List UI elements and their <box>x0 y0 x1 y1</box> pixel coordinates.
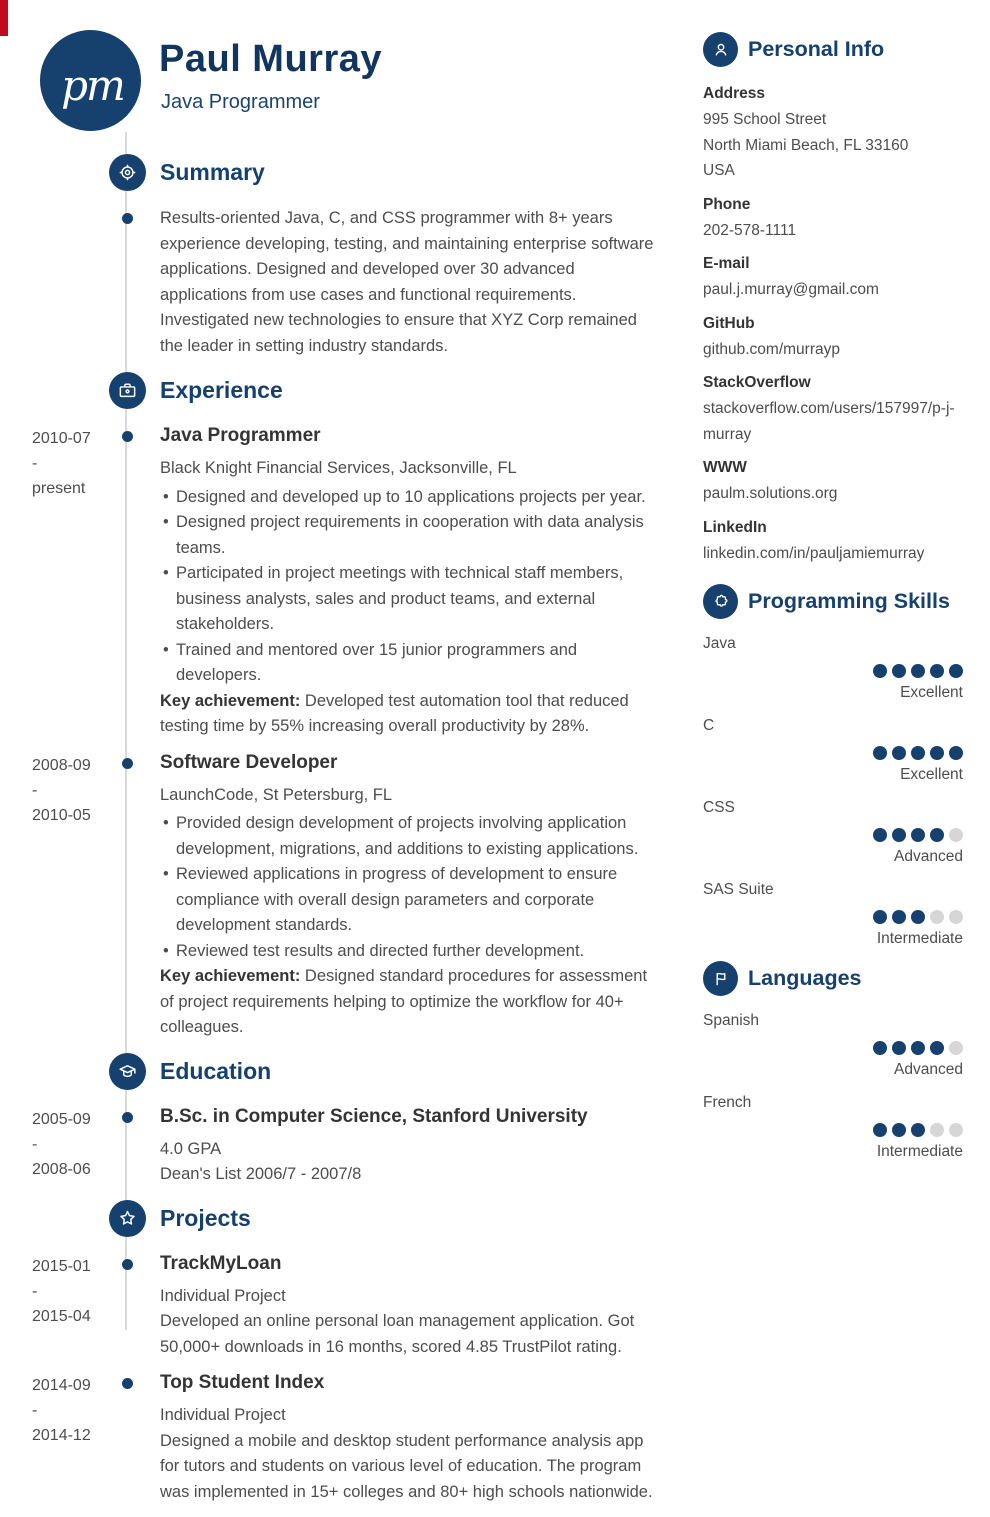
skill-level: Excellent <box>900 766 963 783</box>
skill-rating <box>703 746 963 760</box>
timeline-dot <box>122 1378 133 1389</box>
timeline-dot <box>122 1112 133 1123</box>
bullet-item: • Provided design development of projects involving application development, migrations, and additions to existing applications. <box>160 811 662 862</box>
rating-dot <box>930 1041 944 1055</box>
avatar <box>40 30 141 131</box>
graduation-cap-icon <box>109 1053 146 1090</box>
timeline-dot <box>122 1259 133 1270</box>
rating-dot <box>892 1123 906 1137</box>
programming-skills-list <box>703 633 963 949</box>
skill-level: Excellent <box>900 684 963 701</box>
summary-body <box>32 206 662 360</box>
section-title: Experience <box>160 377 283 403</box>
experience-entry <box>32 751 662 1041</box>
sidebar <box>703 32 963 1174</box>
avatar-initials: pm <box>61 61 124 110</box>
entry-title: Java Programmer <box>160 425 321 446</box>
summary-text: Results-oriented Java, C, and CSS programmer with 8+ years experience developing, testing, and maintaining enterprise software applications. Designed and developed over 30 advanced applications from use cases and functional requirements. Investigated new technologies to ensure that XYZ Corp remained the leader in setting industry standards. <box>160 209 654 355</box>
bullet-item: • Designed and developed up to 10 applications projects per year. <box>160 485 662 511</box>
project-entry <box>32 1371 662 1505</box>
person-icon <box>703 32 738 67</box>
rating-dot <box>873 746 887 760</box>
job-title: Java Programmer <box>161 91 320 113</box>
rating-dot <box>892 664 906 678</box>
skill-item: CSS Advanced <box>703 799 963 865</box>
info-field-linkedin: LinkedIn linkedin.com/in/pauljamiemurray <box>703 518 925 562</box>
entry-title: B.Sc. in Computer Science, Stanford University <box>160 1105 588 1127</box>
bullet-item: • Designed project requirements in cooperation with data analysis teams. <box>160 510 662 561</box>
rating-dot <box>873 664 887 678</box>
project-description: Designed a mobile and desktop student performance analysis app for tutors and students on various level of education. The program was implemented in 15+ colleges and 80+ high schools nationwide. <box>160 1431 653 1501</box>
rating-dot <box>892 910 906 924</box>
entry-title: Top Student Index <box>160 1372 325 1393</box>
skill-item: SAS Suite Intermediate <box>703 881 963 947</box>
languages-list <box>703 1010 963 1162</box>
entry-dates: 2005-09 - 2008-06 <box>32 1110 91 1178</box>
section-title: Projects <box>160 1204 251 1231</box>
rating-dot <box>930 1123 944 1137</box>
rating-dot <box>892 746 906 760</box>
section-title: Education <box>160 1057 272 1084</box>
rating-dot <box>911 910 925 924</box>
entry-company: Black Knight Financial Services, Jacksonville, FL <box>160 459 517 477</box>
entry-bullets <box>160 811 662 964</box>
target-icon <box>109 154 146 191</box>
summary-section <box>32 154 662 360</box>
info-field-github: GitHub github.com/murrayp <box>703 314 840 358</box>
sidebar-section-title: Personal Info <box>748 37 885 61</box>
rating-dot <box>930 828 944 842</box>
rating-dot <box>911 828 925 842</box>
projects-section <box>32 1200 662 1506</box>
timeline-dot <box>122 213 133 224</box>
project-entry <box>32 1252 662 1361</box>
experience-header <box>32 372 662 409</box>
skill-item: C Excellent <box>703 717 963 783</box>
skill-rating <box>703 664 963 678</box>
key-achievement: Key achievement: Developed test automation tool that reduced testing time by 55% increasing overall productivity by 28%. <box>160 691 629 735</box>
info-field-stackoverflow: StackOverflow stackoverflow.com/users/157997/p-j-murray <box>703 374 955 443</box>
language-level: Advanced <box>894 1061 963 1078</box>
star-icon <box>109 1200 146 1237</box>
entry-bullets <box>160 485 662 689</box>
skill-rating <box>703 828 963 842</box>
rating-dot <box>949 910 963 924</box>
entry-title: Software Developer <box>160 751 338 773</box>
personal-info-header <box>703 32 963 67</box>
education-header <box>32 1053 662 1090</box>
rating-dot <box>873 828 887 842</box>
entry-dates: 2014-09 - 2014-12 <box>32 1377 91 1444</box>
skill-rating <box>703 910 963 924</box>
rating-dot <box>949 664 963 678</box>
rating-dot <box>949 828 963 842</box>
entry-title: TrackMyLoan <box>160 1252 282 1274</box>
bullet-item: • Reviewed applications in progress of development to ensure compliance with overall design parameters and corporate development standards. <box>160 862 662 939</box>
main-column <box>32 154 662 1517</box>
timeline-dot <box>122 758 133 769</box>
skill-item: Java Excellent <box>703 635 963 701</box>
section-title: Summary <box>160 159 265 185</box>
project-subtitle: Individual Project <box>160 1406 286 1424</box>
rating-dot <box>930 746 944 760</box>
skill-level: Intermediate <box>876 930 963 947</box>
rating-dot <box>873 910 887 924</box>
education-section <box>32 1053 662 1188</box>
languages-header <box>703 961 963 996</box>
sidebar-section-title: Languages <box>748 966 862 990</box>
info-field-phone: Phone 202-578-1111 <box>703 195 797 239</box>
summary-header <box>32 154 662 191</box>
name-heading: Paul Murray <box>159 38 383 80</box>
entry-dates: 2015-01 - 2015-04 <box>32 1257 91 1325</box>
language-item: French Intermediate <box>703 1094 963 1160</box>
rating-dot <box>949 746 963 760</box>
info-field-email: E-mail paul.j.murray@gmail.com <box>703 255 879 298</box>
education-detail: 4.0 GPA <box>160 1139 222 1158</box>
rating-dot <box>911 1123 925 1137</box>
rating-dot <box>911 664 925 678</box>
experience-entry <box>32 424 662 740</box>
language-item: Spanish Advanced <box>703 1012 963 1078</box>
project-subtitle: Individual Project <box>160 1286 286 1305</box>
language-rating <box>703 1123 963 1137</box>
bullet-item: • Trained and mentored over 15 junior programmers and developers. <box>160 638 662 689</box>
sidebar-section-title: Programming Skills <box>748 589 950 613</box>
briefcase-icon <box>109 372 146 409</box>
flag-icon <box>703 961 738 996</box>
bullet-item: • Participated in project meetings with technical staff members, business analysts, sales and product teams, and external stakeholders. <box>160 561 662 638</box>
page-edge-marker <box>0 0 8 36</box>
projects-header <box>32 1200 662 1237</box>
puzzle-icon <box>703 584 738 619</box>
entry-company: LaunchCode, St Petersburg, FL <box>160 785 393 804</box>
rating-dot <box>930 664 944 678</box>
language-level: Intermediate <box>876 1143 963 1160</box>
rating-dot <box>949 1041 963 1055</box>
entry-dates: 2010-07 - present <box>32 430 91 497</box>
rating-dot <box>930 910 944 924</box>
rating-dot <box>892 828 906 842</box>
skill-level: Advanced <box>894 848 963 865</box>
info-field-address: Address 995 School Street North Miami Beach, FL 33160 USA <box>703 85 909 179</box>
education-entry <box>32 1105 662 1188</box>
key-achievement: Key achievement: Designed standard procedures for assessment of project requirements helping to optimize the workflow for 40+ colleagues. <box>160 967 648 1036</box>
rating-dot <box>911 1041 925 1055</box>
info-field-www: WWW paulm.solutions.org <box>703 459 838 502</box>
project-description: Developed an online personal loan management application. Got 50,000+ downloads in 16 months, scored 4.85 TrustPilot rating. <box>160 1312 635 1356</box>
rating-dot <box>911 746 925 760</box>
programming-skills-header <box>703 584 963 619</box>
entry-dates: 2008-09 - 2010-05 <box>32 756 91 824</box>
rating-dot <box>873 1123 887 1137</box>
education-detail: Dean's List 2006/7 - 2007/8 <box>160 1165 362 1183</box>
timeline-dot <box>122 431 133 442</box>
rating-dot <box>949 1123 963 1137</box>
bullet-item: • Reviewed test results and directed further development. <box>160 939 662 965</box>
experience-section <box>32 372 662 1041</box>
rating-dot <box>892 1041 906 1055</box>
rating-dot <box>873 1041 887 1055</box>
language-rating <box>703 1041 963 1055</box>
